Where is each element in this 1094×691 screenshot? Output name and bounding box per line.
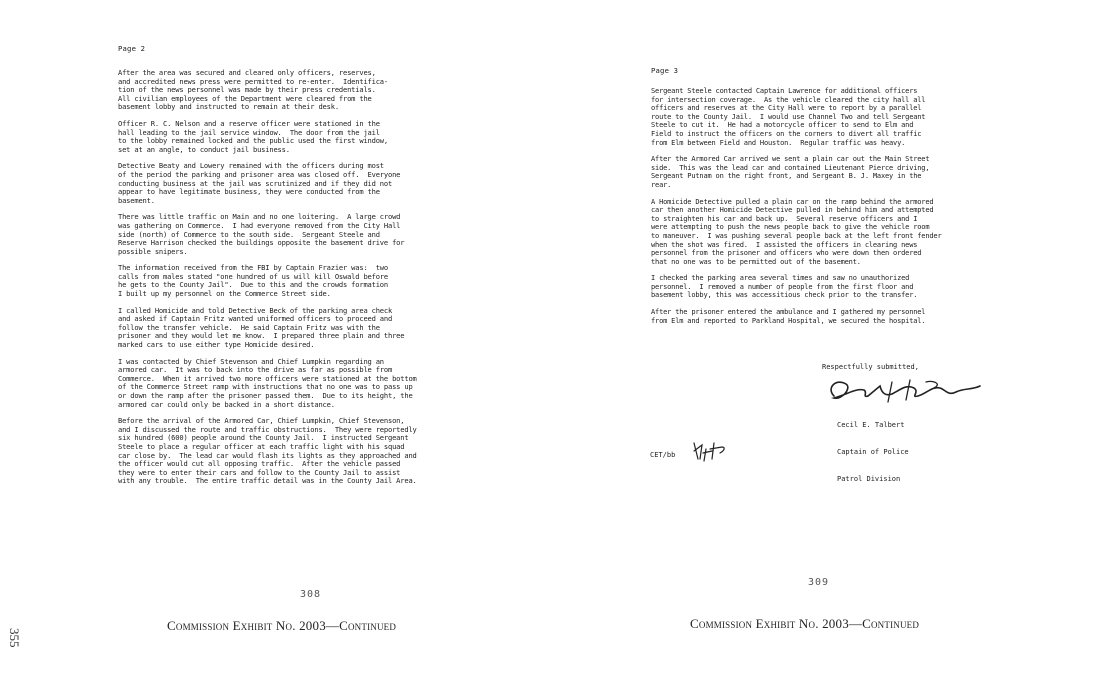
left-paragraph-3: Detective Beaty and Lowery remained with the officers during most of the period the parking and prisoner area was closed off. Everyone conducting business at the jail was scrutinized and if they did not appear to have legitimate business, they were conducted from the basement.	[118, 161, 401, 205]
signature-name: Cecil E. Talbert	[837, 421, 905, 429]
right-exhibit-caption: Commission Exhibit No. 2003—Continued	[690, 616, 920, 631]
left-paragraph-8: Before the arrival of the Armored Car, Chief Lumpkin, Chief Stevenson, and I discussed the route and traffic obstructions. They were reportedly six hundred (600) people around the County Jail. I instructed Sergeant Steele to place a regular officer at each traffic light with his squad car close by. The lead car would flash its lights as they approached and the officer would cut all opposing traffic. After the vehicle passed they were to enter their cars and follow to the County Jail to assist with any trouble. The entire traffic detail was in the County Jail Area.	[118, 416, 417, 486]
side-page-number: 355	[7, 628, 22, 648]
signature-division: Patrol Division	[837, 475, 901, 483]
left-paragraph-2: Officer R. C. Nelson and a reserve officer were stationed in the hall leading to the jail service window. The door from the jail to the lobby remained locked and the public used the first window, set at an angle, to conduct jail business.	[118, 118, 388, 154]
right-paragraph-2: After the Armored Car arrived we sent a plain car out the Main Street side. This was the lead car and contained Lieutenant Pierce driving, Sergeant Putnam on the right front, and Sergeant B. J. Maxey in the rear.	[651, 155, 930, 189]
right-paragraph-1: Sergeant Steele contacted Captain Lawrence for additional officers for intersection coverage. As the vehicle cleared the city hall all officers and reserves at the City Hall were to report by a parallel route to the County Jail. I would use Channel Two and tell Sergeant Steele to cut it. He had a motorcycle officer to send to Elm and Field to instruct the officers on the corners to divert all traffic from Elm between Field and Houston. Regular traffic was heavy.	[651, 87, 926, 147]
closing-line: Respectfully submitted,	[822, 363, 919, 371]
left-paragraph-4: There was little traffic on Main and no one loitering. A large crowd was gathering on Commerce. I had everyone removed from the City Hall side (north) of Commerce to the south side. Sergeant Steele and Reserve Harrison checked the buildings opposite the basement drive for possible snipers.	[118, 212, 405, 256]
right-paragraph-4: I checked the parking area several times and saw no unauthorized personnel. I removed a number of people from the first floor and basement lobby, this was accessitious check prior to the transfer.	[651, 274, 918, 300]
handwritten-initials	[690, 437, 730, 463]
right-paragraph-3: A Homicide Detective pulled a plain car on the ramp behind the armored car then another Homicide Detective pulled in behind him and attempted to straighten his car and back up. Several reserve officers and I were attempting to push the news people back to give the vehicle room to maneuver. I was pushing several people back at the left front fender when the shot was fired. I assisted the officers in clearing news personnel from the prisoner and officers who were down then ordered that no one was to be permitted out of the basement.	[651, 197, 942, 266]
right-paragraph-5: After the prisoner entered the ambulance and I gathered my personnel from Elm and reported to Parkland Hospital, we secured the hospital.	[651, 308, 926, 325]
signature-title: Captain of Police	[837, 448, 909, 456]
right-page-number: 309	[808, 577, 830, 588]
right-document-page	[651, 66, 999, 333]
left-paragraph-5: The information received from the FBI by Captain Frazier was: two calls from males stated "one hundred of us will kill Oswald before he gets to the County Jail". Due to this and the crowds formation I built up my personnel on the Commerce Street side.	[118, 263, 388, 299]
left-paragraph-1: After the area was secured and cleared only officers, reserves, and accredited news press were permitted to re-enter. Identifica- tion of the news personnel was made by their press credentials. All civilian employees of the Department were cleared from the basement lobby and instructed to remain at their desk.	[118, 68, 388, 112]
left-page-number: 308	[300, 589, 322, 600]
left-page-header: Page 2	[118, 44, 146, 53]
left-paragraph-7: I was contacted by Chief Stevenson and Chief Lumpkin regarding an armored car. It was to back into the drive as far as possible from Commerce. When it arrived two more officers were stationed at the bottom of the Commerce Street ramp with instructions that no one was to pass up or down the ramp after the prisoner passed them. Due to its height, the armored car could only be backed in a short distance.	[118, 356, 417, 409]
left-document-page	[118, 44, 498, 494]
right-page-header: Page 3	[651, 66, 679, 75]
signature-block	[837, 403, 909, 493]
left-paragraph-6: I called Homicide and told Detective Beck of the parking area check and asked if Captain Fritz wanted uniformed officers to proceed and follow the transfer vehicle. He said Captain Fritz was with the prisoner and they would let me know. I prepared three plain and three marked cars to use either type Homicide desired.	[118, 305, 405, 350]
typist-initials: CET/bb	[650, 451, 676, 459]
left-exhibit-caption: Commission Exhibit No. 2003—Continued	[167, 618, 397, 633]
